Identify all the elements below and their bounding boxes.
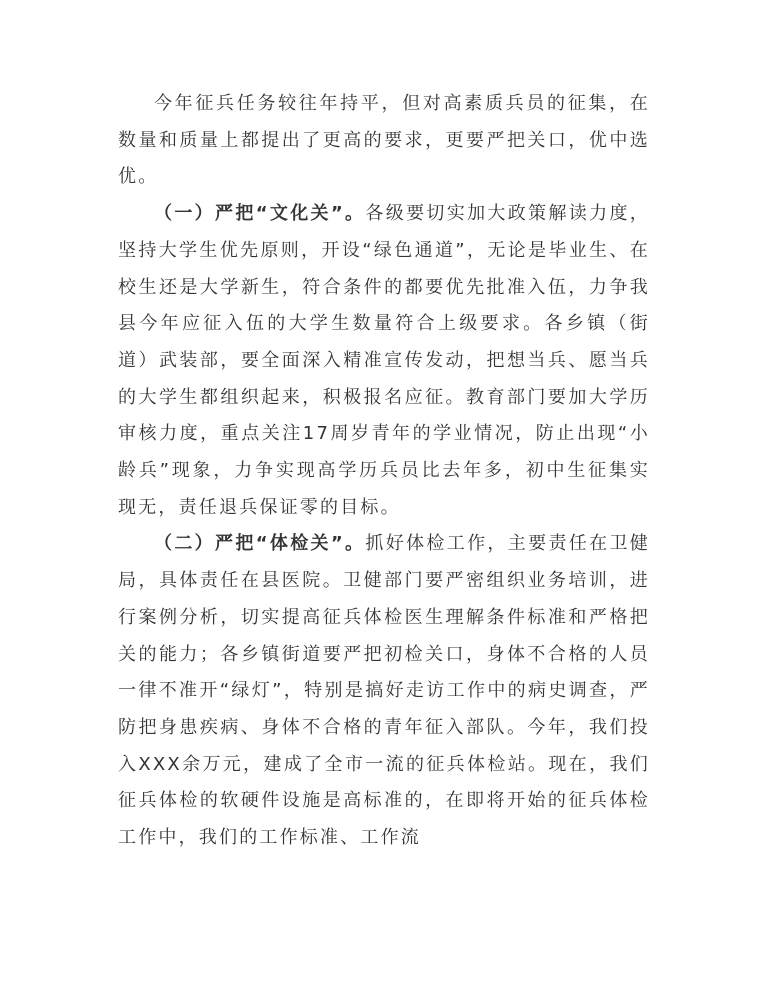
paragraph-culture-check (118, 196, 650, 526)
paragraph-intro (118, 86, 650, 196)
document-body (118, 86, 650, 857)
paragraph-culture-check-heading: （一）严把“文化关”。 (154, 203, 366, 225)
paragraph-physical-check (118, 526, 650, 856)
paragraph-physical-check-heading: （二）严把“体检关”。 (154, 533, 366, 555)
paragraph-physical-check-text: 抓好体检工作，主要责任在卫健局，具体责任在县医院。卫健部门要严密组织业务培训，进行案例分析，切实提高征兵体检医生理解条件标准和严格把关的能力；各乡镇街道要严把初检关口，身体不合格的人员一律不准开“绿灯”，特别是搞好走访工作中的病史调查，严防把身患疾病、身体不合格的青年征入部队。今年，我们投入XXX余万元，建成了全市一流的征兵体检站。现在，我们征兵体检的软硬件设施是高标准的，在即将开始的征兵体检工作中，我们的工作标准、工作流 (118, 533, 650, 849)
paragraph-culture-check-text: 各级要切实加大政策解读力度，坚持大学生优先原则，开设“绿色通道”，无论是毕业生、在校生还是大学新生，符合条件的都要优先批准入伍，力争我县今年应征入伍的大学生数量符合上级要求。各乡镇（街道）武装部，要全面深入精准宣传发动，把想当兵、愿当兵的大学生都组织起来，积极报名应征。教育部门要加大学历审核力度，重点关注17周岁青年的学业情况，防止出现“小龄兵”现象，力争实现高学历兵员比去年多，初中生征集实现无，责任退兵保证零的目标。 (118, 203, 650, 518)
paragraph-intro-text: 今年征兵任务较往年持平，但对高素质兵员的征集，在数量和质量上都提出了更高的要求，更要严把关口，优中选优。 (118, 93, 650, 188)
